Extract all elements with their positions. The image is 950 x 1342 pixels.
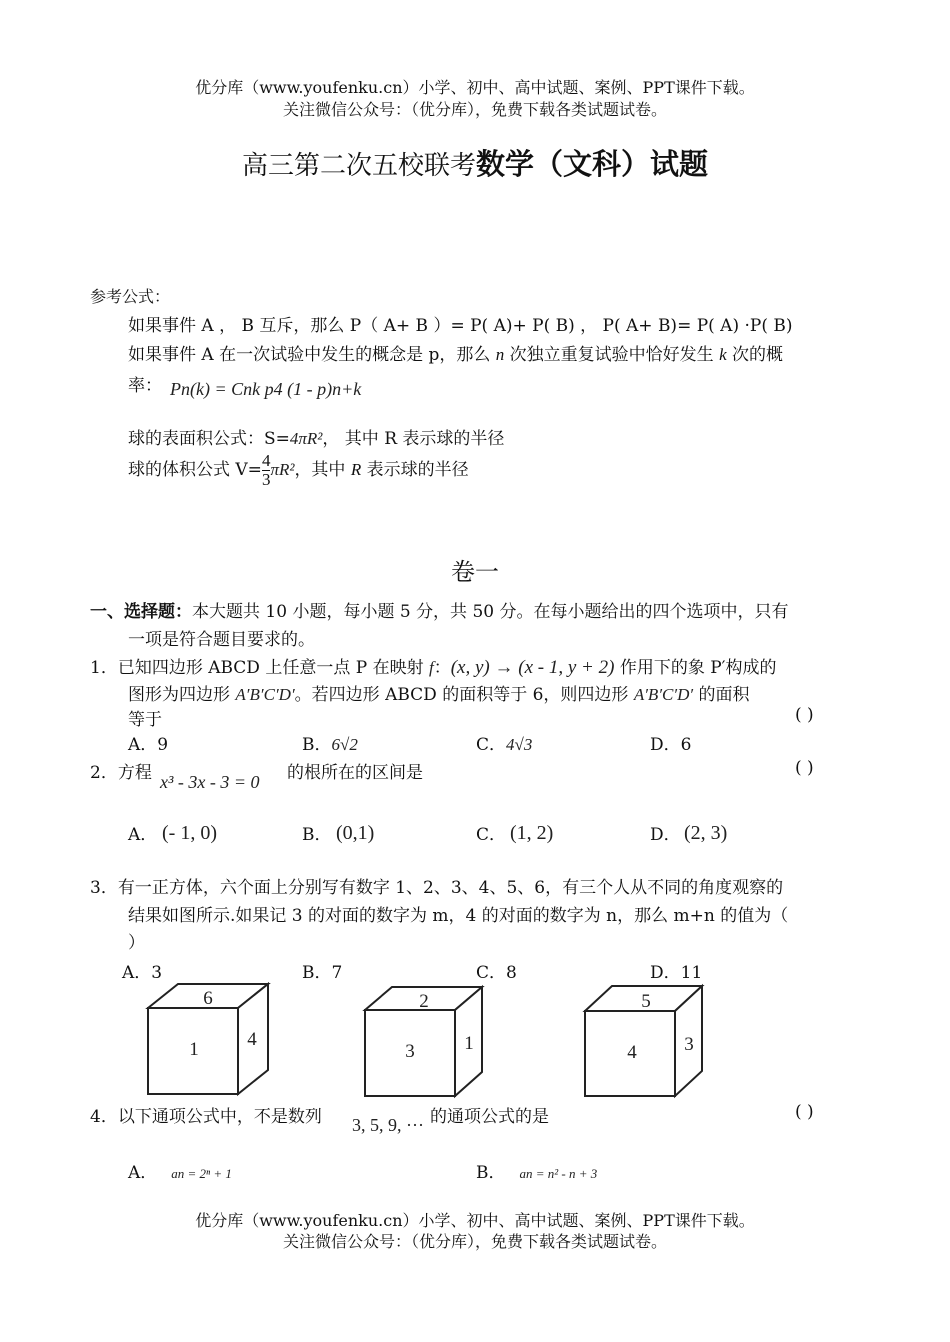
q3-line-1: 3．有一正方体，六个面上分别写有数字 1、2、3、4、5、6，有三个人从不同的角度观察的 [90,878,784,898]
title-prefix: 高三第二次五校联考 [241,151,476,181]
q2-option-c: (1, 2) [510,822,554,844]
formula-bernoulli: Pn(k) = Cnk p4 (1 - p)n+k [170,379,362,399]
q4-line-1: 4．以下通项公式中，不是数列 [90,1107,322,1127]
q2-option-c-label: C． [476,825,507,845]
formula-sphere-area: 球的表面积公式：S=4πR²， 其中 R 表示球的半径 [128,429,505,449]
q1-option-c: C．4√3 [476,735,533,755]
q2-option-b: (0,1) [336,822,375,844]
q1-line-2: 图形为四边形 A′B′C′D′。若四边形 ABCD 的面积等于 6，则四边形 A′B′C′D′ 的面积 [128,685,750,705]
q2-line-1-cont: 的根所在的区间是 [287,763,423,783]
q2-option-a: (- 1, 0) [162,822,217,844]
fraction-four-thirds: $\frac{4}{3}$ [261,451,271,489]
q1-option-a: A．9 [128,735,169,755]
q4-option-b: B． an = n² - n + 3 [476,1163,598,1183]
q3-line-3: ） [128,933,145,953]
q3-option-d: D．11 [650,963,703,983]
q2-line-1: 2．方程 [90,763,152,783]
q3-line-2: 结果如图所示.如果记 3 的对面的数字为 m，4 的对面的数字为 n，那么 m+n 的值为（ [128,906,789,926]
q2-equation: x³ - 3x - 3 = 0 [160,772,260,792]
footer-line-1: 优分库（www.youfenku.cn）小学、初中、高中试题、案例、PPT课件下载。 [195,1211,755,1230]
q3-option-b: B．7 [302,963,343,983]
cube-3 [585,986,702,1096]
q4-option-a: A． an = 2ⁿ + 1 [128,1163,232,1183]
q1-line-3: 等于 [128,710,162,730]
q1-option-b: B．6√2 [302,735,358,755]
q3-option-a: A．3 [122,963,163,983]
cube-3-side-label: 3 [684,1034,694,1055]
formula-sphere-volume: 球的体积公式 V= $\frac{4}{3}$ πR²，其中 R 表示球的半径 [128,451,469,489]
q1-option-d: D．6 [650,735,692,755]
q3-option-c: C．8 [476,963,517,983]
q4-sequence: 3, 5, 9, ··· [352,1115,424,1135]
formula-mutually-exclusive: 如果事件 A ， B 互斥，那么 P（ A+ B ）= P( A)+ P( B) ， P( A+ B)= P( A) ·P( B) [128,316,793,336]
cube-3-front-label: 4 [627,1042,637,1063]
page-title [0,142,950,183]
volume-heading: 卷一 [451,558,499,586]
q1-answer-paren: ( ) [795,705,814,725]
q2-option-b-label: B． [302,825,332,845]
q1-line-1: 1．已知四边形 ABCD 上任意一点 P 在映射 f：(x, y) → (x - 1, y + 2) 作用下的象 P′构成的 [90,657,777,678]
header-line-1: 优分库（www.youfenku.cn）小学、初中、高中试题、案例、PPT课件下载。 [195,78,755,97]
cube-2-front-label: 3 [405,1041,415,1062]
cube-1-top-label: 6 [203,988,213,1009]
formula-bernoulli-label: 率： [128,376,162,396]
section-1-intro: 一、选择题：本大题共 10 小题，每小题 5 分，共 50 分。在每小题给出的四个选项中，只有 [90,602,789,622]
formulas-heading: 参考公式： [90,287,171,306]
footer-line-2: 关注微信公众号：（优分库），免费下载各类试题试卷。 [282,1232,667,1251]
q2-option-d-label: D． [650,825,681,845]
cube-1 [148,984,268,1094]
cube-1-side-label: 4 [247,1029,257,1050]
cube-2-side-label: 1 [464,1033,474,1054]
q2-option-d: (2, 3) [684,822,728,844]
cube-2-top-label: 2 [419,991,429,1012]
formula-bernoulli-text: 如果事件 A 在一次试验中发生的概念是 p，那么 n 次独立重复试验中恰好发生 k 次的概 [128,345,784,365]
header-line-2: 关注微信公众号：（优分库），免费下载各类试题试卷。 [282,100,667,119]
title-main: 数学（文科）试题 [476,147,709,181]
section-1-intro-cont: 一项是符合题目要求的。 [128,630,315,650]
q4-answer-paren: ( ) [795,1102,814,1122]
q2-option-a-label: A． [128,825,158,845]
cube-1-front-label: 1 [189,1039,199,1060]
q4-line-1-cont: 的通项公式的是 [430,1107,549,1127]
cube-2 [365,987,482,1096]
q2-answer-paren: ( ) [795,758,814,778]
cube-3-top-label: 5 [641,991,651,1012]
cube-figures [0,967,950,1107]
